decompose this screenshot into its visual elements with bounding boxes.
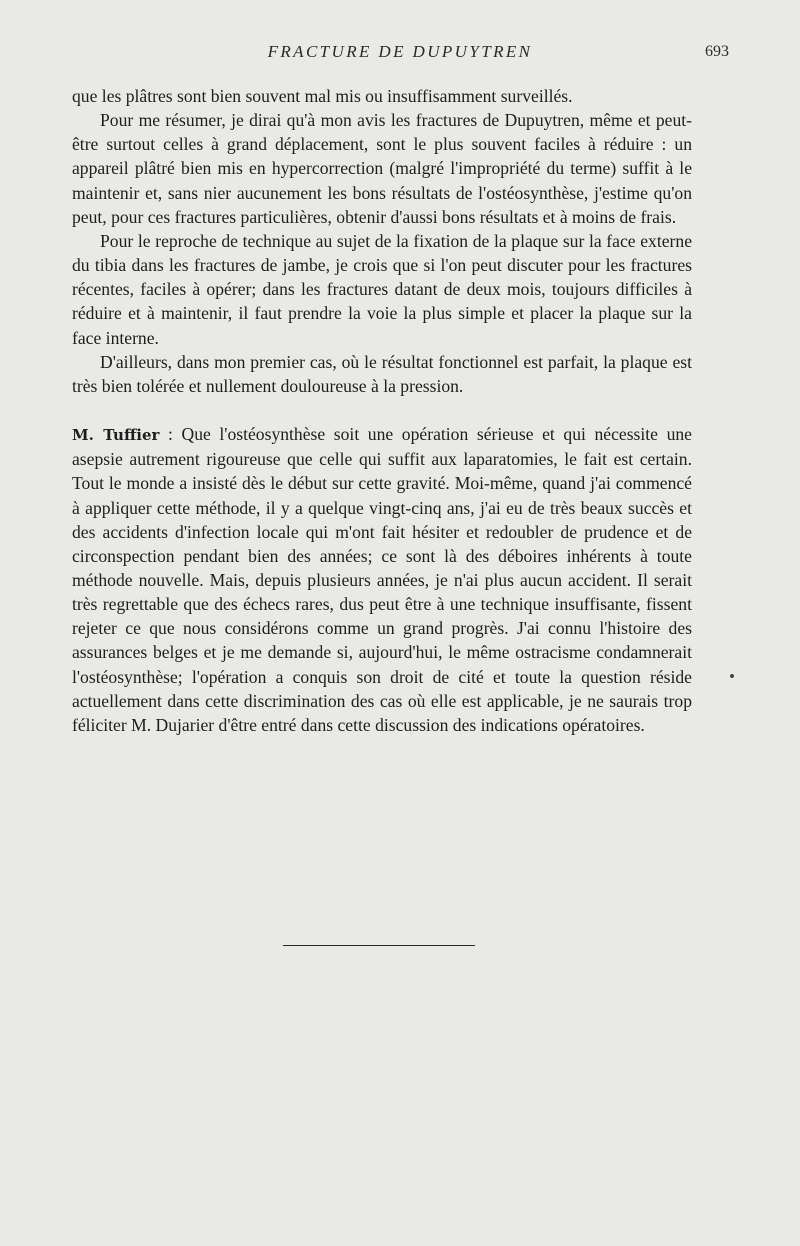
end-rule xyxy=(283,945,475,946)
body-text xyxy=(72,84,692,737)
paragraph: Pour le reproche de technique au sujet de la fixation de la plaque sur la face externe du tibia dans les fractures de jambe, je crois que si l'on peut discuter pour les fractures récentes, faciles à opérer; dans les fractures datant de deux mois, toujours difficiles à réduire et à maintenir, il faut prendre la voie la plus simple et placer la plaque sur la face interne. xyxy=(72,230,692,348)
speaker-name: M. Tuffier xyxy=(72,426,160,445)
paragraph: Pour me résumer, je dirai qu'à mon avis les fractures de Dupuytren, même et peut-être surtout celles à grand déplacement, sont le plus souvent faciles à réduire : un appareil plâtré bien mis en hypercorrection (malgré l'impropriété du terme) suffit à le maintenir et, sans nier aucunement les bons résultats de l'ostéosynthèse, j'estime qu'on peut, pour ces fractures particulières, obtenir d'aussi bons résultats et à moins de frais. xyxy=(72,110,692,227)
paragraph: que les plâtres sont bien souvent mal mis ou insuffisamment surveillés. xyxy=(72,86,573,106)
discussion-paragraph xyxy=(72,422,692,737)
running-title: FRACTURE DE DUPUYTREN xyxy=(267,42,533,61)
paragraph: D'ailleurs, dans mon premier cas, où le résultat fonctionnel est parfait, la plaque est très bien tolérée et nullement douloureuse à la pression. xyxy=(72,351,692,396)
running-header xyxy=(0,42,800,66)
margin-speck xyxy=(730,674,734,678)
page-number: 693 xyxy=(705,43,729,60)
discussion-text: : Que l'ostéosynthèse soit une opération sérieuse et qui nécessite une asepsie autrement rigoureuse que celle qui suffit aux laparatomies, le fait est certain. Tout le monde a insisté dès le début sur cette gravité. Moi-même, quand j'ai commencé à appliquer cette méthode, il y a quelque vingt-cinq ans, j'ai eu de très beaux succès et des accidents d'infection locale qui m'ont fait hésiter et redoubler de prudence et de circonspection pendant bien des années; ce sont là des déboires inhérents à toute méthode nouvelle. Mais, depuis plusieurs années, je n'ai plus aucun accident. Il serait très regrettable que des échecs rares, dus peut être à une technique insuffisante, fissent rejeter ce que nous considérons comme un grand progrès. J'ai connu l'histoire des assurances belges et je me demande si, aujourd'hui, le même ostracisme condamnerait l'ostéosynthèse; l'opération a conquis son droit de cité et toute la question réside actuellement dans cette discrimination des cas où elle est applicable, je ne saurais trop féliciter M. Dujarier d'être entré dans cette discussion des indications opératoires. xyxy=(72,424,692,735)
